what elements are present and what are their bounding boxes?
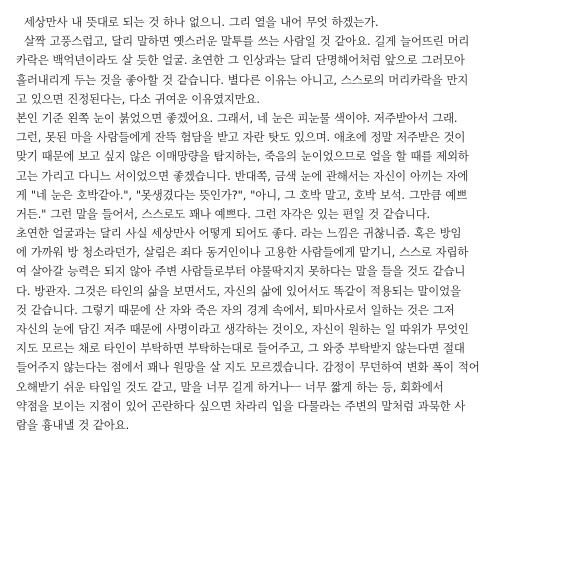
text-line: 살짝 고풍스럽고, 달리 말하면 옛스러운 말투를 쓰는 사람일 것 같아요. 길게 늘어뜨린 머리 bbox=[16, 34, 470, 49]
text-line: 초연한 얼굴과는 달리 사실 세상만사 어떻게 되어도 좋다. 라는 느낌은 귀찮니즘. 혹은 방임 bbox=[16, 226, 462, 241]
text-line: 고는 가리고 다니느 서이었으면 좋겠습니다. 반대쪽, 금색 눈에 관해서는 자신이 아끼는 자에 bbox=[16, 168, 469, 183]
text-line: 약점을 보이는 지점이 있어 곤란하다 싶으면 차라리 입을 다물라는 주변의 말처럼 과묵한 사 bbox=[16, 398, 466, 413]
text-line: 고 있으면 진정된다는, 다소 귀여운 이유였지만요. bbox=[16, 91, 260, 106]
text-line: 여 살아갈 능력은 되지 않아 주변 사람들로부터 야물딱지지 못하다는 말을 들을 것도 같습니 bbox=[16, 264, 466, 279]
text-line: 것 같습니다. 그렇기 때문에 산 자와 죽은 자의 경계 속에서, 퇴마사로서 일하는 것은 그저 bbox=[16, 302, 455, 317]
text-line: 자신의 눈에 담긴 저주 때문에 사명이라고 생각하는 것이오, 자신이 원하는 일 따위가 무엇인 bbox=[16, 322, 469, 336]
text-line: 들어주지 않는다는 점에서 꽤나 원망을 살 지도 모르겠습니다. 감정이 무던하여 변화 폭이 적어 bbox=[16, 360, 480, 375]
text-line: 다. 방관자. 그것은 타인의 삶을 보면서도, 자신의 삶에 있어서도 똑같이 적용되는 말이었을 bbox=[16, 283, 461, 298]
text-line: 그런, 못된 마을 사람들에게 잔뜩 험담을 받고 자란 탓도 있으며. 애초에 정말 저주받은 것이 bbox=[16, 130, 466, 145]
document-body bbox=[16, 13, 550, 435]
text-line: 카락은 백억년이라도 살 듯한 얼굴. 초연한 그 인상과는 달리 단명해어처럼 앞으로 그러모아 bbox=[16, 53, 465, 68]
text-line: 거든." 그런 말을 들어서, 스스로도 꽤나 예쁘다. 그런 자각은 있는 편일 것 같습니다. bbox=[16, 206, 430, 221]
text-line: 람을 흉내낼 것 같아요. bbox=[16, 417, 130, 432]
text-line: 지도 모르는 채로 타인이 부탁하면 부탁하는대로 들어주고, 그 와중 부탁받지 않는다면 절대 bbox=[16, 341, 465, 356]
text-line: 오해받기 쉬운 타입일 것도 같고, 말을 너무 길게 하거나ㅡ 너무 짧게 하는 등, 회화에서 bbox=[16, 379, 444, 394]
text-line: 흘러내리게 두는 것을 좋아할 것 같습니다. 별다른 이유는 아니고, 스스로의 머리카락을 만지 bbox=[16, 72, 469, 87]
text-line: 본인 기준 왼쪽 눈이 붉었으면 좋겠어요. 그래서, 네 눈은 피눈물 색이야. 저주받아서 그래. bbox=[16, 110, 458, 125]
text-line: 맞기 때문에 보고 싶지 않은 이매망량을 탐지하는, 죽음의 눈이었으므로 얼을 할 때를 제외하 bbox=[16, 149, 469, 164]
text-line: 게 "네 눈은 호박같아.", "못생겼다는 뜻인가?", "아니, 그 호박 말고, 호박 보석. 그만큼 예쁘 bbox=[16, 187, 468, 202]
text-line: 세상만사 내 뜻대로 되는 것 하나 없으니. 그리 열을 내어 무엇 하겠는가. bbox=[16, 15, 379, 29]
text-line: 에 가까워 방 청소라던가, 살림은 죄다 동거인이나 고용한 사람들에게 맡기니, 스스로 자립하 bbox=[16, 245, 469, 260]
